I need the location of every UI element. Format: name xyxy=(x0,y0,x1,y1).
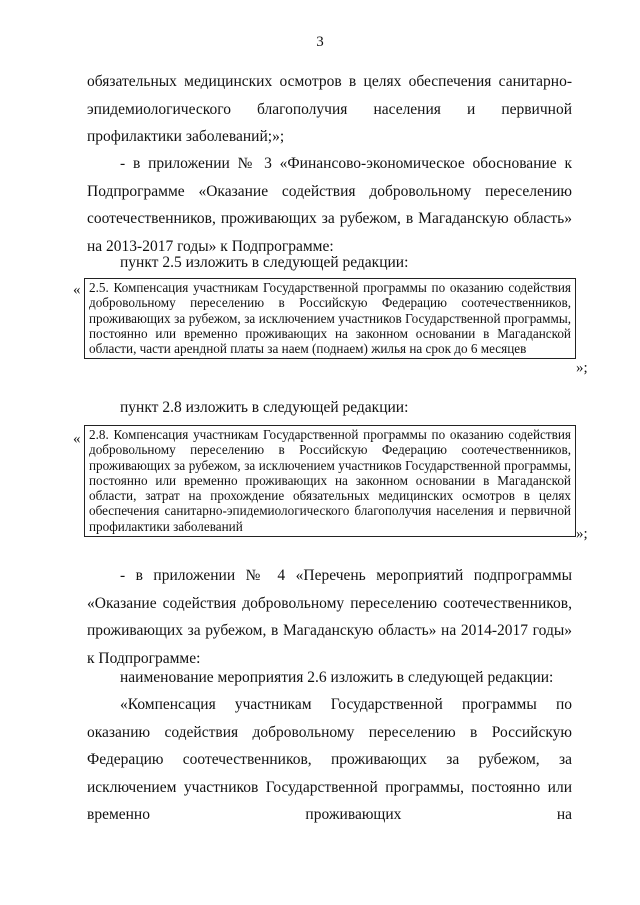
open-quote: « xyxy=(73,431,81,447)
paragraph-appendix-4: - в приложении № 4 «Перечень мероприятий подпрограммы «Оказание содействия добровольному переселению соотечественников, проживающих за рубежом, в Магаданскую область» на 2014-2017 годы» к Подпрограмме: xyxy=(87,567,572,667)
paragraph-item-2-8-intro: пункт 2.8 изложить в следующей редакции: xyxy=(120,399,409,416)
open-quote: « xyxy=(73,282,81,298)
paragraph-item-2-6-text: «Компенсация участникам Государственной программы по оказанию содействия добровольному переселению в Российскую Федерацию соотечественников, проживающих за рубежом, за исключением участников Государственной программы, постоянно или временно проживающих на xyxy=(87,696,572,823)
boxed-text-2-8: 2.8. Компенсация участникам Государственной программы по оказанию содействия добровольному переселению в Российскую Федерацию соотечественников, проживающих за рубежом, за исключением участников Государственной программы, постоянно или временно проживающих на законном основании в Магаданской области, затрат на прохождение обязательных медицинских осмотров в целях обеспечения санитарно-эпидемиологического благополучия населения и первичной профилактики заболеваний xyxy=(84,425,576,537)
paragraph-item-2-6-intro: наименование мероприятия 2.6 изложить в следующей редакции: xyxy=(120,669,554,686)
quoted-block-2-8 xyxy=(73,425,603,550)
close-quote: »; xyxy=(576,526,588,542)
paragraph-appendix-3: - в приложении № 3 «Финансово-экономическое обоснование к Подпрограмме «Оказание содействия добровольному переселению соотечественников, проживающих за рубежом, в Магаданскую область» на 2013-2017 годы» к Подпрограмме: xyxy=(87,155,572,255)
close-quote: »; xyxy=(576,360,588,376)
paragraph-item-2-5-intro: пункт 2.5 изложить в следующей редакции: xyxy=(120,254,409,271)
page-number: 3 xyxy=(316,34,324,50)
boxed-text-2-5: 2.5. Компенсация участникам Государственной программы по оказанию содействия добровольному переселению в Российскую Федерацию соотечественников, проживающих за рубежом, за исключением участников Государственной программы, постоянно или временно проживающих на законном основании в Магаданской области, части арендной платы за наем (поднаем) жилья на срок до 6 месяцев xyxy=(84,278,576,359)
quoted-block-2-5 xyxy=(73,278,603,383)
paragraph-medical-exams-continuation: обязательных медицинских осмотров в целях обеспечения санитарно-эпидемиологического благополучия населения и первичной профилактики заболеваний;»; xyxy=(87,73,572,145)
